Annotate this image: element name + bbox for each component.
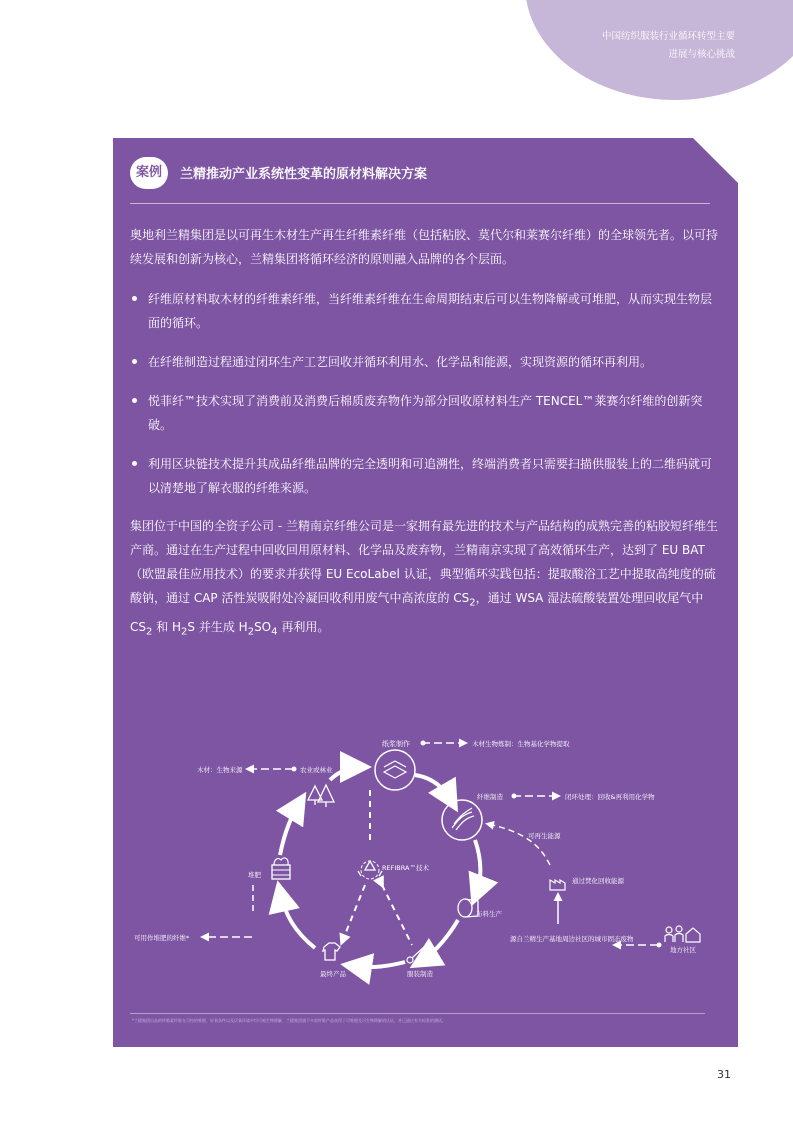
label-closed-loop: 闭环处理：回收&再利用化学物 bbox=[565, 793, 655, 801]
label-agri: 农业或林业 bbox=[300, 766, 333, 774]
list-item: 纤维原材料取木材的纤维素纤维，当纤维素纤维在生命周期结束后可以生物降解或可堆肥，从而实现生物层面的循环。 bbox=[130, 287, 720, 335]
tshirt-icon bbox=[323, 943, 340, 960]
cycle-arrow bbox=[330, 767, 360, 780]
factory-icon bbox=[550, 880, 565, 890]
label-recovery: 通过焚化回收能源 bbox=[572, 877, 624, 885]
nanjing-paragraph bbox=[130, 514, 720, 645]
running-header bbox=[602, 28, 735, 64]
label-pulp-out: 木材生物炼制：生物基化学物提取 bbox=[472, 740, 570, 748]
subscript-2: 2 bbox=[469, 597, 476, 609]
circular-economy-diagram bbox=[120, 720, 730, 1000]
recycle-icon bbox=[358, 861, 382, 879]
para2-text-c: 和 H bbox=[152, 620, 182, 635]
subscript-4: 4 bbox=[271, 626, 278, 638]
para2-text-a: 集团位于中国的全资子公司 - 兰精南京纤维公司是一家拥有最先进的技术与产品结构的成熟完善的粘胶短纤维生产商。通过在生产过程中回收回用原材料、化学品及废弃物，兰精南京实现了高效循环生产，达到了 EU BAT（欧盟最佳应用技术）的要求并获得 EU EcoLabel 认证，典型循环实践包括：提取酸浴工艺中提取高纯度的硫酸钠，通过 CAP 活性炭吸附处冷凝回收利用废气中高浓度的 CS bbox=[130, 519, 718, 605]
subscript-2: 2 bbox=[247, 626, 255, 638]
refibra-line bbox=[342, 885, 365, 942]
footnote: *兰精集团出品的纤维素纤维在可控的堆肥、好氧条件以及厌氧环境中均可被生物降解，兰精集团旗下多款纤维产品获得了可堆肥及可生物降解的认证，并已通过有关标准的测试。 bbox=[132, 1018, 446, 1023]
fiber-icon bbox=[442, 800, 482, 840]
label-wood-src: 木材：生物来源 bbox=[197, 766, 243, 774]
label-renewable: 可再生能源 bbox=[528, 832, 561, 840]
cycle-arrow bbox=[352, 962, 405, 967]
para2-text-f: 再利用。 bbox=[277, 620, 330, 635]
label-fabric: 布料生产 bbox=[476, 910, 502, 918]
label-refibra: REFIBRA™技术 bbox=[382, 864, 429, 872]
subscript-2: 2 bbox=[146, 626, 153, 638]
label-pulp: 纸浆制作 bbox=[382, 740, 410, 748]
tree-icon bbox=[308, 785, 334, 807]
pulp-icon bbox=[375, 750, 415, 790]
compost-icon bbox=[272, 858, 290, 879]
para2-text-d: S 并生成 H bbox=[187, 620, 248, 635]
running-header-line1: 中国纺织服装行业循环转型主要 bbox=[601, 31, 735, 42]
list-item: 悦菲纤™技术实现了消费前及消费后棉质废弃物作为部分回收原材料生产 TENCEL™莱赛尔纤维的创新突破。 bbox=[130, 389, 720, 437]
refibra-line bbox=[382, 885, 412, 945]
running-header-line2: 进展与核心挑战 bbox=[668, 49, 735, 60]
subscript-2: 2 bbox=[181, 626, 188, 638]
label-final: 最终产品 bbox=[320, 970, 346, 978]
label-community: 地方社区 bbox=[670, 946, 696, 954]
fabric-roll-icon bbox=[458, 899, 478, 917]
para2-text-b: ，通过 WSA 湿法硫酸装置处理回收尾气中 CS bbox=[130, 591, 704, 635]
case-badge: 案例 bbox=[130, 157, 168, 189]
flow-renewable bbox=[488, 824, 550, 865]
cycle-arrow bbox=[280, 892, 315, 948]
para2-text-e: SO bbox=[254, 620, 272, 635]
list-item: 利用区块链技术提升其成品纤维品牌的完全透明和可追溯性，终端消费者只需要扫描供服装上的二维码就可以清楚地了解衣服的纤维来源。 bbox=[130, 452, 720, 500]
page-number: 31 bbox=[717, 1068, 731, 1081]
cycle-arrow bbox=[420, 920, 458, 962]
list-item: 在纤维制造过程通过闭环生产工艺回收并循环利用水、化学品和能源，实现资源的循环再利用。 bbox=[130, 350, 720, 374]
community-icon bbox=[665, 926, 700, 942]
label-compost: 堆肥 bbox=[248, 871, 261, 879]
footnote-divider bbox=[130, 1013, 705, 1014]
cycle-arrow bbox=[280, 802, 300, 855]
label-fiber-make: 纤维制造 bbox=[477, 793, 503, 801]
cycle-arrow bbox=[415, 775, 452, 802]
label-community-waste: 源自兰精生产基地周边社区的城市固态废物 bbox=[510, 935, 634, 943]
cycle-arrow bbox=[475, 840, 480, 895]
title-divider bbox=[130, 203, 710, 204]
intro-paragraph: 奥地利兰精集团是以可再生木材生产再生纤维素纤维（包括粘胶、莫代尔和莱赛尔纤维）的全球领先者。以可持续发展和创新为核心，兰精集团将循环经济的原则融入品牌的各个层面。 bbox=[130, 228, 719, 266]
case-title: 兰精推动产业系统性变革的原材料解决方案 bbox=[180, 167, 428, 182]
practice-list bbox=[130, 287, 720, 515]
label-compostable: 可用作堆肥的纤维* bbox=[134, 934, 190, 942]
scissors-icon bbox=[407, 946, 428, 966]
label-garment: 服装制造 bbox=[407, 970, 433, 978]
